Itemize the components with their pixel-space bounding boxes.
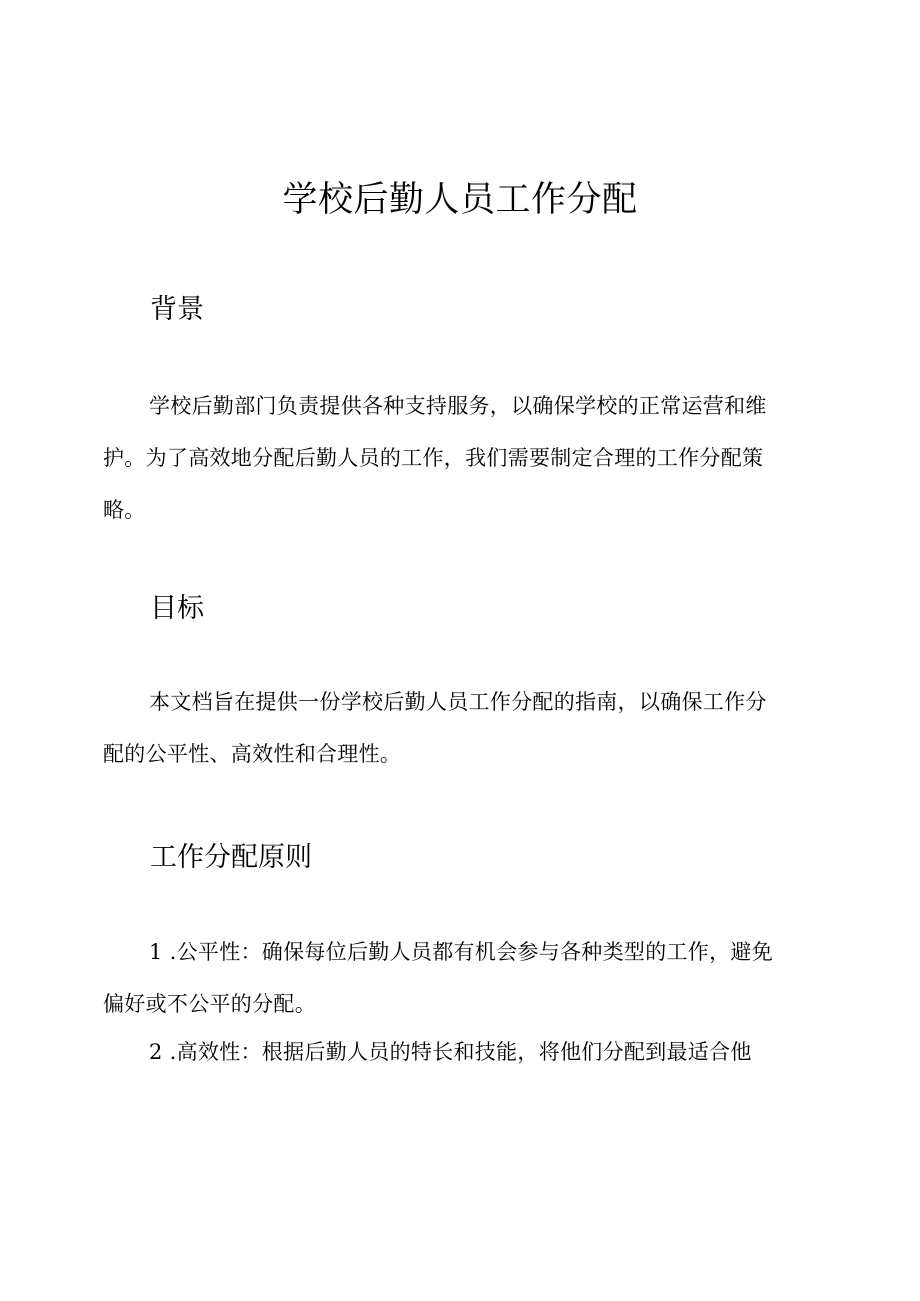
section-heading-background: 背景 — [150, 294, 204, 325]
section-heading-principles: 工作分配原则 — [150, 842, 312, 873]
paragraph-line: 本文档旨在提供一份学校后勤人员工作分配的指南，以确保工作分 — [149, 690, 767, 714]
paragraph-line: 略。 — [103, 498, 146, 522]
document-title: 学校后勤人员工作分配 — [282, 180, 638, 220]
paragraph-background — [103, 380, 823, 536]
paragraph-goal — [103, 676, 823, 780]
principle-item-fairness — [103, 926, 823, 1030]
paragraph-line: 2 .高效性：根据后勤人员的特长和技能，将他们分配到最适合他 — [149, 1040, 752, 1064]
paragraph-line: 配的公平性、高效性和合理性。 — [103, 742, 402, 766]
principle-item-efficiency — [103, 1026, 823, 1078]
paragraph-line: 护。为了高效地分配后勤人员的工作，我们需要制定合理的工作分配策 — [103, 446, 764, 470]
paragraph-line: 1 .公平性：确保每位后勤人员都有机会参与各种类型的工作，避免 — [149, 940, 774, 964]
paragraph-line: 偏好或不公平的分配。 — [103, 992, 316, 1016]
paragraph-line: 学校后勤部门负责提供各种支持服务，以确保学校的正常运营和维 — [149, 394, 767, 418]
section-heading-goal: 目标 — [150, 593, 204, 624]
